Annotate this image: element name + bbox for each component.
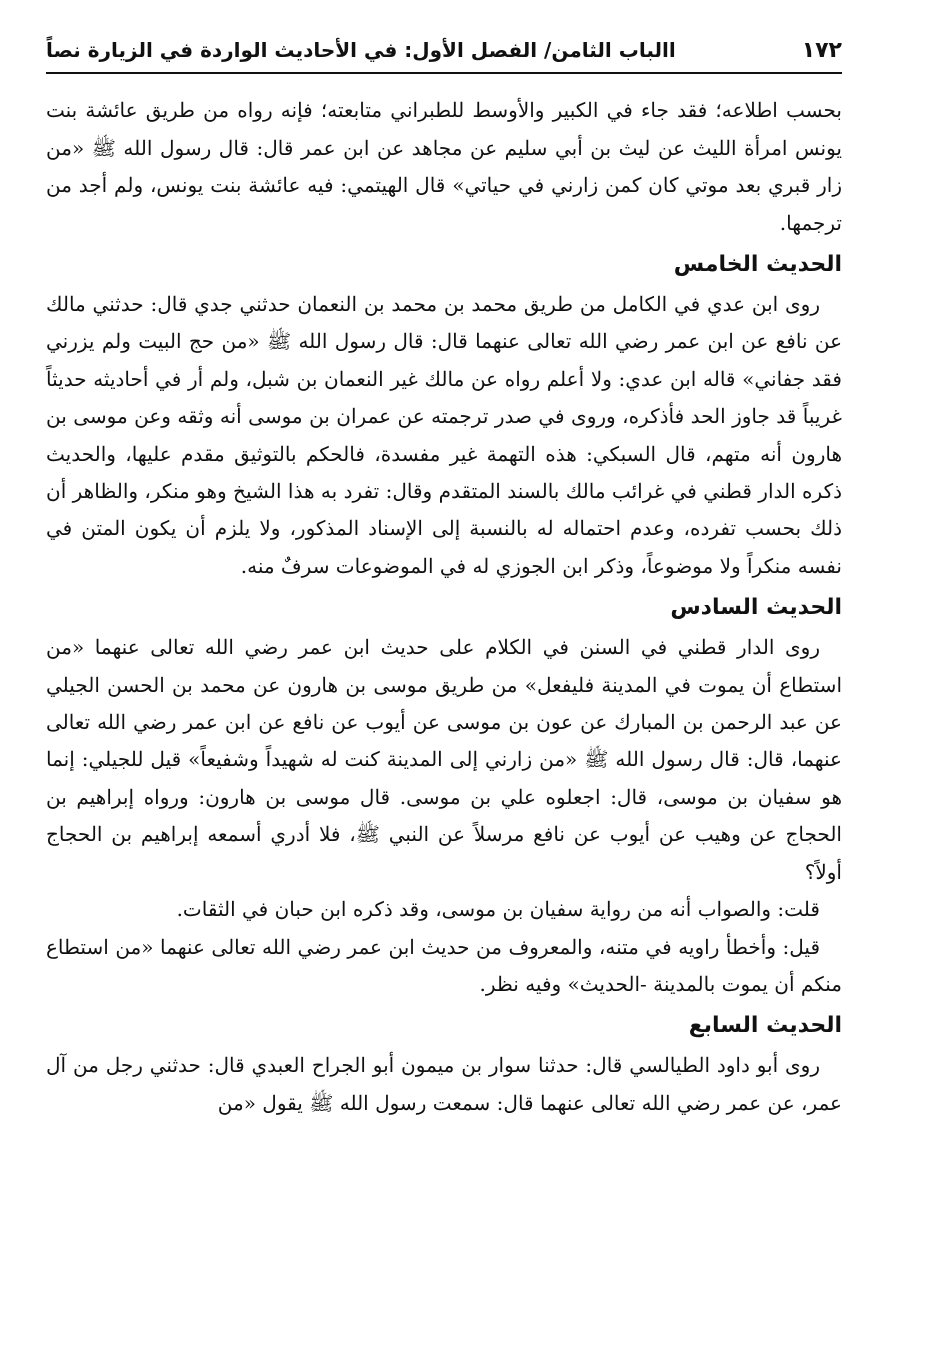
hadith-5-paragraph: روى ابن عدي في الكامل من طريق محمد بن محمد بن النعمان حدثني جدي قال: حدثني مالك عن نافع عن ابن عمر رضي الله تعالى عنهما قال: قال رسول الله ﷺ «من حج البيت ولم يزرني فقد جفاني» قاله ابن عدي: ولا أعلم رواه عن مالك غير النعمان بن شبل، ولم أر في أحاديثه حديثاً غريباً قد جاوز الحد فأذكره، وروى في صدر ترجمته عن عمران بن موسى أنه وثقه وعن موسى بن هارون أنه متهم، قال السبكي: هذه التهمة غير مفسدة، فالحكم بالتوثيق مقدم عليها، والحديث ذكره الدار قطني في غرائب مالك بالسند المتقدم وقال: تفرد به هذا الشيخ وهو منكر، والظاهر أن ذلك بحسب تفرده، وعدم احتماله له بالنسبة إلى الإسناد المذكور، ولا يلزم أن يكون المتن في نفسه منكراً ولا موضوعاً، وذكر ابن الجوزي له في الموضوعات سرفٌ منه. [46,292,842,578]
page-body [46,92,842,1122]
heading-hadith-6: الحديث السادس [670,595,842,621]
hadith-6-note-2: قيل: وأخطأ راويه في متنه، والمعروف من حديث ابن عمر رضي الله تعالى عنهما «من استطاع منكم أن يموت بالمدينة -الحديث» وفيه نظر. [46,934,842,996]
page-number: ١٧٢ [801,38,842,63]
heading-hadith-5: الحديث الخامس [673,252,842,278]
running-title: االباب الثامن/ الفصل الأول: في الأحاديث الواردة في الزيارة نصاً [46,38,676,62]
intro-paragraph: بحسب اطلاعه؛ فقد جاء في الكبير والأوسط للطبراني متابعته؛ فإنه رواه من طريق عائشة بنت يونس امرأة الليث عن ليث بن أبي سليم عن مجاهد عن ابن عمر قال: قال رسول الله ﷺ «من زار قبري بعد موتي كان كمن زارني في حياتي» قال الهيتمي: فيه عائشة بنت يونس، ولم أجد من ترجمها. [46,98,842,235]
heading-hadith-7: الحديث السابع [688,1013,842,1039]
hadith-6-note-1: قلت: والصواب أنه من رواية سفيان بن موسى، وقد ذكره ابن حبان في الثقات. [176,897,820,922]
hadith-6-paragraph: روى الدار قطني في السنن في الكلام على حديث ابن عمر رضي الله تعالى عنهما «من استطاع أن يموت في المدينة فليفعل» من طريق موسى بن هارون عن محمد بن الحسن الجيلي عن عبد الرحمن بن المبارك عن عون بن موسى عن أيوب عن نافع عن ابن عمر رضي الله تعالى عنهما، قال: قال رسول الله ﷺ «من زارني إلى المدينة كنت له شهيداً وشفيعاً» قيل للجيلي: إنما هو سفيان بن موسى، قال: اجعلوه علي بن موسى. قال موسى بن هارون: ورواه إبراهيم بن الحجاج عن وهيب عن أيوب عن نافع مرسلاً عن النبي ﷺ، فلا أدري أسمعه إبراهيم بن الحجاج أولاً؟ [46,635,843,884]
hadith-7-paragraph: روى أبو داود الطيالسي قال: حدثنا سوار بن ميمون أبو الجراح العبدي قال: حدثني رجل من آل عمر، عن عمر رضي الله تعالى عنهما قال: سمعت رسول الله ﷺ يقول «من [46,1053,842,1115]
running-header [46,38,842,74]
